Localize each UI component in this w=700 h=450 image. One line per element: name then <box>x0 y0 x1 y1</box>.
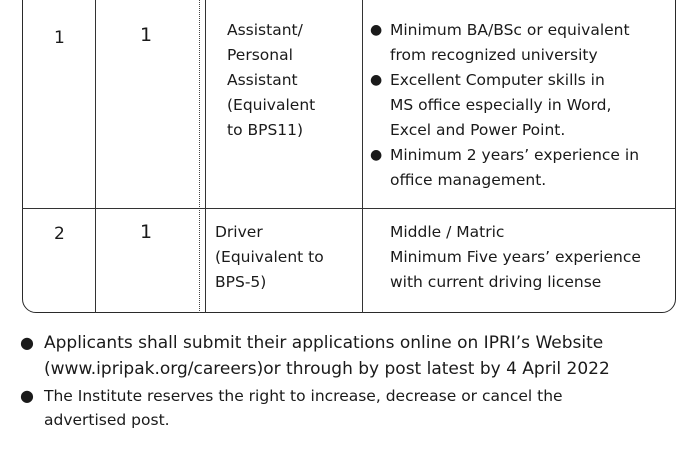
column-divider <box>205 0 206 313</box>
row1-position <box>227 18 315 143</box>
column-divider <box>95 0 96 313</box>
row1-serial: 1 <box>54 28 65 48</box>
note-line: Applicants shall submit their applications online on IPRI’s Website <box>44 333 604 353</box>
requirement-line: Minimum BA/BSc or equivalent <box>390 21 630 39</box>
position-line: (Equivalent <box>227 96 316 114</box>
row2-serial: 2 <box>54 224 65 244</box>
requirement-item <box>370 143 670 193</box>
note-item <box>20 330 690 382</box>
requirement-item <box>370 68 670 143</box>
requirement-line: Excel and Power Point. <box>390 121 566 139</box>
row1-count: 1 <box>140 24 153 46</box>
note-item <box>20 384 690 432</box>
note-line: (www.ipripak.org/careers)or through by post latest by 4 April 2022 <box>44 359 610 379</box>
bullet-icon: ● <box>370 22 383 38</box>
requirement-item <box>370 18 670 68</box>
row1-requirements <box>370 18 670 193</box>
position-line: to BPS11) <box>227 121 304 139</box>
column-divider <box>199 0 200 313</box>
position-line: BPS-5) <box>215 273 267 291</box>
notes-list <box>20 330 690 434</box>
note-line: The Institute reserves the right to increase, decrease or cancel the <box>44 387 563 405</box>
requirement-line: MS office especially in Word, <box>390 96 612 114</box>
position-line: (Equivalent to <box>215 248 324 266</box>
note-line: advertised post. <box>44 411 170 429</box>
bullet-icon: ● <box>20 333 34 352</box>
row2-count: 1 <box>140 221 153 243</box>
bullet-icon: ● <box>20 386 34 405</box>
requirement-line: Middle / Matric <box>390 223 505 241</box>
requirement-line: office management. <box>390 171 547 189</box>
bullet-icon: ● <box>370 147 383 163</box>
position-line: Assistant <box>227 71 298 89</box>
requirement-line: with current driving license <box>390 273 602 291</box>
position-line: Driver <box>215 223 263 241</box>
bullet-icon: ● <box>370 72 383 88</box>
column-divider <box>362 0 363 313</box>
requirement-line: from recognized university <box>390 46 598 64</box>
row-divider <box>22 208 676 209</box>
requirement-line: Minimum Five years’ experience <box>390 248 641 266</box>
row2-position <box>215 220 324 295</box>
row2-requirements <box>390 220 680 295</box>
position-line: Assistant/ <box>227 21 303 39</box>
requirement-line: Minimum 2 years’ experience in <box>390 146 640 164</box>
requirement-line: Excellent Computer skills in <box>390 71 605 89</box>
position-line: Personal <box>227 46 293 64</box>
